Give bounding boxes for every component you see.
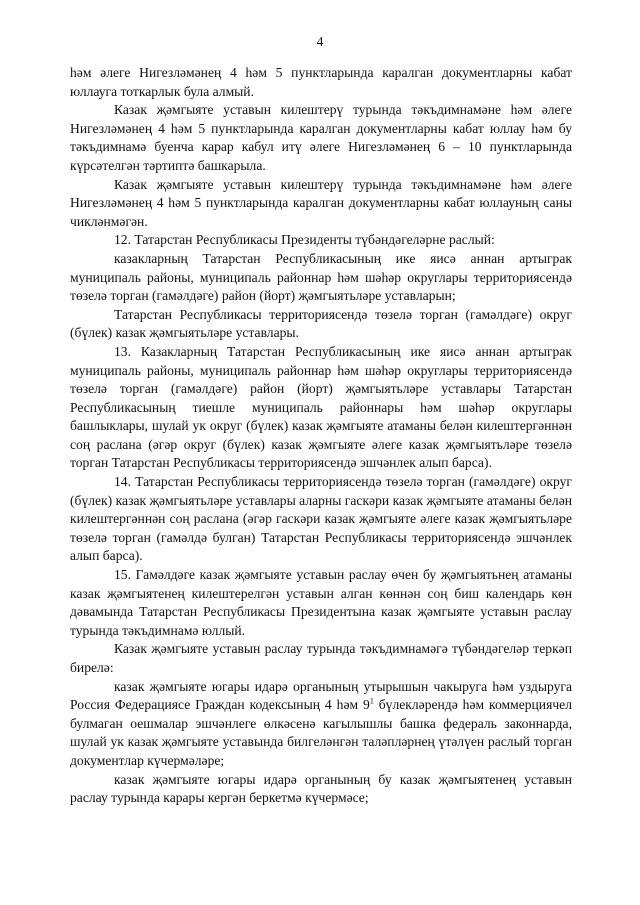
paragraph-8-item-14: 14. Татарстан Республикасы территориясендә төзелә торган (гамәлдәге) округ (бүлек) казак җәмгыятьләре уставлары аларны гаскәри казак җәмгыяте атаманы белән килештергәннән соң раслана (әгәр гаскәри казак җәмгыяте әлеге казак җәмгыятьләре төзелә торган (гамәлдә булган) Татарстан Республикасы территориясендә эшчәнлек алып барса). [70, 474, 572, 564]
paragraph-12: казак җәмгыяте югары идарә органының бу казак җәмгыятенең уставын раслау турында карары кергән беркетмә күчермәсе; [70, 771, 572, 806]
page-number: 4 [316, 34, 324, 49]
paragraph-9-item-15: 15. Гамәлдәге казак җәмгыяте уставын раслау өчен бу җәмгыятьнең атаманы казак җәмгыятенең килештерелгән уставын алган көннән соң биш календарь көн дәвамында Татарстан Республикасы Президентына казак җәмгыяте уставын раслау турында тәкъдимнамә юллый. [70, 567, 572, 638]
paragraph-3: Казак җәмгыяте уставын килештерү турында тәкъдимнамәне һәм әлеге Нигезләмәнең 4 һәм 5 пунктларында каралган документларны кабат юллауның саны чикләнмәгән. [70, 176, 572, 229]
paragraph-7-item-13: 13. Казакларның Татарстан Республикасының ике яисә аннан артыграк муниципаль районы, муниципаль районнар һәм шәһәр округлары территориясендә төзелә торган (гамәлдәге) район (йорт) җәмгыятьләре уставлары Татарстан Республикасының тиешле муниципаль районнары һәм шәһәр округлары башлыклары, шулай ук округ (бүлек) казак җәмгыяте атаманы белән килештергәннән соң раслана (әгәр округ (бүлек) казак җәмгыяте әлеге казак җәмгыятьләре төзелә торган Татарстан Республикасы территориясендә эшчәнлек алып барса). [70, 343, 572, 471]
paragraph-10: Казак җәмгыяте уставын раслау турында тәкъдимнамәгә түбәндәгеләр теркәп бирелә: [70, 641, 572, 675]
document-body [70, 64, 572, 808]
paragraph-4-heading-12: 12. Татарстан Республикасы Президенты түбәндәгеләрне раслый: [114, 232, 495, 248]
paragraph-11-tail: бүлекләрендә һәм коммерциячел булмаган оешмалар эшчәнлеге өлкәсенә кагылышлы башка федераль законнарда, шулай ук казак җәмгыяте уставында билгеләнгән таләпләрнең үтәлүен раслый торган документлар күчермәләре; [70, 697, 572, 768]
paragraph-11-text: казак җәмгыяте югары идарә органының утырышын чакыруга һәм уздыруга Россия Федерациясе Граждан кодексының 4 һәм 9 [70, 678, 572, 713]
paragraph-5: казакларның Татарстан Республикасының ике яисә аннан артыграк муниципаль районы, муниципаль районнар һәм шәһәр округлары территориясендә төзелә торган (гамәлдәге) район (йорт) җәмгыятьләре уставларын; [70, 250, 572, 304]
paragraph-6: Татарстан Республикасы территориясендә төзелә торган (гамәлдәге) округ (бүлек) казак җәмгыятьләре уставлары. [70, 306, 572, 341]
paragraph-11 [70, 678, 572, 771]
paragraph-2: Казак җәмгыяте уставын килештерү турында тәкъдимнамәне һәм әлеге Нигезләмәнең 4 һәм 5 пунктларында каралган документларны кабат юллау һәм бу тәкъдимнамә буенча карар кабул итү әлеге Нигезләмәнең 6 – 10 пунктларында күрсәтелгән тәртиптә башкарыла. [70, 102, 572, 173]
paragraph-1: һәм әлеге Нигезләмәнең 4 һәм 5 пунктларында каралган документларны кабат юллауга тоткарлык була алмый. [70, 65, 572, 99]
paragraph-11-superscript: 1 [369, 696, 374, 706]
